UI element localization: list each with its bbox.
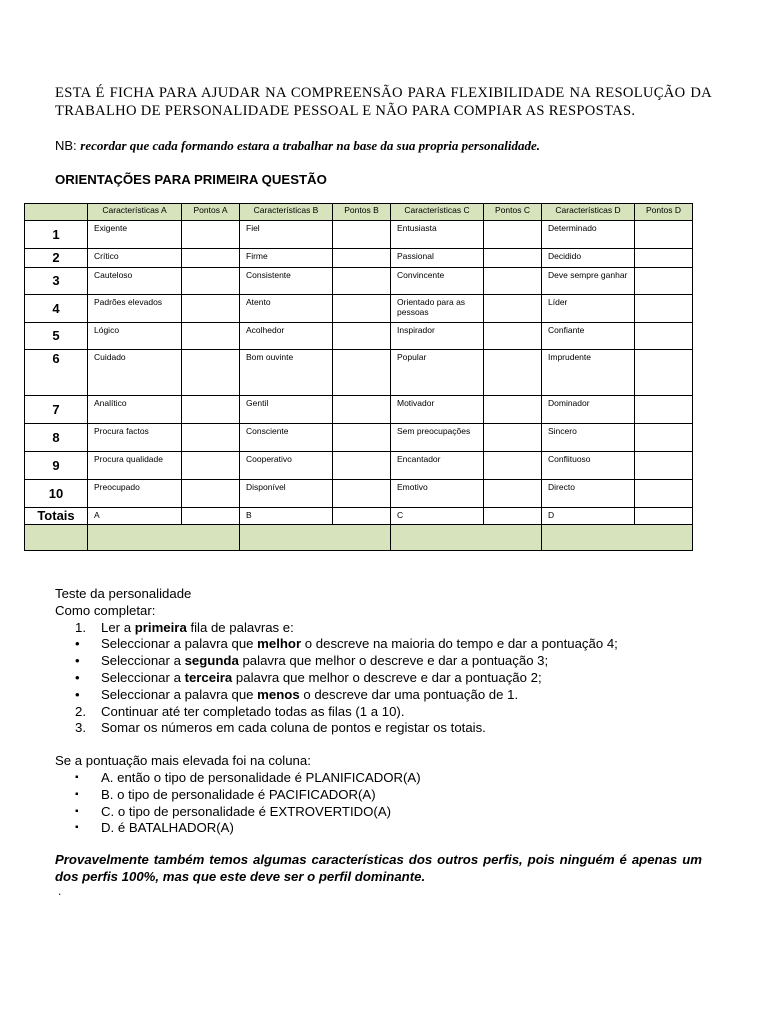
cell-characteristic-a: Lógico <box>88 323 182 350</box>
table-row <box>25 480 693 508</box>
result-item <box>55 804 725 821</box>
row-number: 2 <box>25 249 88 268</box>
summary-cell-a[interactable] <box>88 525 240 551</box>
step-emphasis: primeira <box>134 619 187 635</box>
table-row <box>25 424 693 452</box>
bullet-text: Seleccionar a palavra que <box>101 636 258 652</box>
row-number: 9 <box>25 452 88 480</box>
header-points-d: Pontos D <box>635 204 693 221</box>
cell-characteristic-a: Procura factos <box>88 424 182 452</box>
cell-characteristic-d: Líder <box>542 295 635 323</box>
summary-cell-c[interactable] <box>391 525 542 551</box>
step-text: fila de palavras e: <box>186 619 294 635</box>
cell-points-d[interactable] <box>635 452 693 480</box>
cell-points-c[interactable] <box>484 295 542 323</box>
cell-characteristic-a: Preocupado <box>88 480 182 508</box>
cell-characteristic-c: Convincente <box>391 268 484 295</box>
cell-points-b[interactable] <box>333 323 391 350</box>
cell-characteristic-c: Orientado para as pessoas <box>391 295 484 323</box>
final-note: Provavelmente também temos algumas características dos outros perfis, pois ninguém é apenas um dos perfis 100%, mas que este deve ser o perfil dominante. <box>55 852 702 884</box>
result-item <box>55 787 725 804</box>
cell-points-a[interactable] <box>182 452 240 480</box>
total-c-label: C <box>391 508 484 525</box>
nb-note <box>55 137 715 155</box>
cell-points-c[interactable] <box>484 268 542 295</box>
table-header-row <box>25 204 693 221</box>
cell-points-b[interactable] <box>333 396 391 424</box>
cell-points-a[interactable] <box>182 295 240 323</box>
summary-cell-d[interactable] <box>542 525 693 551</box>
bullet-emphasis: melhor <box>257 636 302 652</box>
cell-points-b[interactable] <box>333 452 391 480</box>
cell-points-d[interactable] <box>635 424 693 452</box>
step-item <box>55 704 725 721</box>
step-text: Somar os números em cada coluna de pontos e registar os totais. <box>101 720 486 736</box>
bullet-text: Seleccionar a <box>101 669 185 685</box>
cell-characteristic-a: Procura qualidade <box>88 452 182 480</box>
bullet-icon: • <box>75 636 80 652</box>
bullet-text: Seleccionar a <box>101 653 185 669</box>
table-row <box>25 249 693 268</box>
cell-characteristic-d: Determinado <box>542 221 635 249</box>
cell-characteristic-c: Emotivo <box>391 480 484 508</box>
cell-characteristic-c: Entusiasta <box>391 221 484 249</box>
cell-points-b[interactable] <box>333 295 391 323</box>
table-row <box>25 268 693 295</box>
cell-points-c[interactable] <box>484 396 542 424</box>
row-number: 4 <box>25 295 88 323</box>
step-text: Ler a <box>101 619 135 635</box>
cell-characteristic-b: Fiel <box>240 221 333 249</box>
cell-characteristic-d: Confiante <box>542 323 635 350</box>
bullet-emphasis: terceira <box>184 669 233 685</box>
step-item <box>55 620 725 637</box>
total-b-label: B <box>240 508 333 525</box>
square-bullet-icon: ▪ <box>75 822 79 834</box>
cell-points-b[interactable] <box>333 350 391 396</box>
cell-points-d[interactable] <box>635 480 693 508</box>
totals-label: Totais <box>25 508 88 525</box>
cell-points-b[interactable] <box>333 268 391 295</box>
instructions-title: Teste da personalidade <box>55 586 192 601</box>
summary-row <box>25 525 693 551</box>
cell-points-a[interactable] <box>182 323 240 350</box>
cell-characteristic-a: Cauteloso <box>88 268 182 295</box>
cell-points-c[interactable] <box>484 424 542 452</box>
intro-paragraph: ESTA É FICHA PARA AJUDAR NA COMPREENSÃO PARA FLEXIBILIDADE NA RESOLUÇÃO DA TRABALHO DE PERSONALIDADE PESSOAL E NÃO PARA COMPIAR AS RESPOSTAS. <box>55 85 712 119</box>
total-points-a[interactable] <box>182 508 240 525</box>
bullet-icon: • <box>75 686 80 702</box>
header-cell-empty <box>25 204 88 221</box>
cell-points-a[interactable] <box>182 350 240 396</box>
result-item <box>55 820 725 837</box>
cell-characteristic-b: Disponível <box>240 480 333 508</box>
cell-characteristic-c: Motivador <box>391 396 484 424</box>
square-bullet-icon: ▪ <box>75 805 79 817</box>
cell-points-d[interactable] <box>635 295 693 323</box>
row-number: 3 <box>25 268 88 295</box>
results-intro: Se a pontuação mais elevada foi na coluna: <box>55 753 311 769</box>
row-number: 7 <box>25 396 88 424</box>
header-characteristics-d: Características D <box>542 204 635 221</box>
cell-points-c[interactable] <box>484 221 542 249</box>
header-characteristics-b: Características B <box>240 204 333 221</box>
cell-characteristic-a: Padrões elevados <box>88 295 182 323</box>
cell-characteristic-b: Acolhedor <box>240 323 333 350</box>
total-a-label: A <box>88 508 182 525</box>
bullet-item <box>55 636 725 653</box>
row-number: 6 <box>25 350 88 396</box>
instructions-list <box>55 620 725 738</box>
nb-text: recordar que cada formando estara a trabalhar na base da sua propria personalidade. <box>80 138 541 153</box>
header-points-b: Pontos B <box>333 204 391 221</box>
cell-characteristic-b: Bom ouvinte <box>240 350 333 396</box>
cell-points-d[interactable] <box>635 396 693 424</box>
total-points-c[interactable] <box>484 508 542 525</box>
instructions-subtitle: Como completar: <box>55 602 156 618</box>
cell-characteristic-b: Consistente <box>240 268 333 295</box>
cell-characteristic-b: Firme <box>240 249 333 268</box>
step-number: 2. <box>75 703 86 719</box>
cell-points-c[interactable] <box>484 452 542 480</box>
cell-characteristic-d: Sincero <box>542 424 635 452</box>
result-text: C. o tipo de personalidade é EXTROVERTIDO(A) <box>101 803 392 819</box>
cell-points-c[interactable] <box>484 249 542 268</box>
cell-characteristic-d: Conflituoso <box>542 452 635 480</box>
cell-characteristic-d: Deve sempre ganhar <box>542 268 635 295</box>
cell-points-a[interactable] <box>182 396 240 424</box>
cell-characteristic-d: Imprudente <box>542 350 635 396</box>
bullet-text: Seleccionar a palavra que <box>101 686 258 702</box>
cell-characteristic-c: Popular <box>391 350 484 396</box>
cell-characteristic-c: Encantador <box>391 452 484 480</box>
header-points-a: Pontos A <box>182 204 240 221</box>
row-number: 8 <box>25 424 88 452</box>
cell-points-a[interactable] <box>182 221 240 249</box>
bullet-text: palavra que melhor o descreve e dar a pontuação 2; <box>232 669 542 685</box>
summary-cell <box>25 525 88 551</box>
result-item <box>55 770 725 787</box>
cell-points-c[interactable] <box>484 323 542 350</box>
personality-table <box>24 203 693 551</box>
total-points-b[interactable] <box>333 508 391 525</box>
trailing-dot: . <box>58 884 62 898</box>
result-text: A. então o tipo de personalidade é PLANIFICADOR(A) <box>101 769 421 785</box>
cell-points-b[interactable] <box>333 249 391 268</box>
header-characteristics-c: Características C <box>391 204 484 221</box>
cell-characteristic-c: Inspirador <box>391 323 484 350</box>
square-bullet-icon: ▪ <box>75 771 79 783</box>
cell-points-a[interactable] <box>182 268 240 295</box>
totals-row <box>25 508 693 525</box>
bullet-emphasis: menos <box>257 686 300 702</box>
cell-points-c[interactable] <box>484 350 542 396</box>
step-number: 1. <box>75 619 86 635</box>
section-heading: ORIENTAÇÕES PARA PRIMEIRA QUESTÃO <box>55 172 327 187</box>
results-list <box>55 770 725 837</box>
bullet-item <box>55 687 725 704</box>
row-number: 1 <box>25 221 88 249</box>
cell-characteristic-d: Directo <box>542 480 635 508</box>
summary-cell-b[interactable] <box>240 525 391 551</box>
bullet-text: palavra que melhor o descreve e dar a pontuação 3; <box>238 653 549 669</box>
bullet-icon: • <box>75 653 80 669</box>
cell-points-d[interactable] <box>635 249 693 268</box>
result-text: B. o tipo de personalidade é PACIFICADOR(A) <box>101 786 376 802</box>
cell-characteristic-a: Crítico <box>88 249 182 268</box>
cell-characteristic-d: Dominador <box>542 396 635 424</box>
total-points-d[interactable] <box>635 508 693 525</box>
step-number: 3. <box>75 720 86 736</box>
instructions-section <box>55 586 725 837</box>
square-bullet-icon: ▪ <box>75 788 79 800</box>
cell-points-d[interactable] <box>635 323 693 350</box>
step-item <box>55 720 725 737</box>
total-d-label: D <box>542 508 635 525</box>
cell-points-b[interactable] <box>333 424 391 452</box>
cell-points-a[interactable] <box>182 424 240 452</box>
bullet-icon: • <box>75 669 80 685</box>
cell-characteristic-a: Cuidado <box>88 350 182 396</box>
bullet-text: o descreve dar uma pontuação de 1. <box>299 686 519 702</box>
table-row <box>25 350 693 396</box>
cell-characteristic-b: Gentil <box>240 396 333 424</box>
table-row <box>25 295 693 323</box>
cell-points-a[interactable] <box>182 249 240 268</box>
bullet-emphasis: segunda <box>184 653 239 669</box>
cell-characteristic-a: Exigente <box>88 221 182 249</box>
table-row <box>25 396 693 424</box>
cell-points-b[interactable] <box>333 221 391 249</box>
table-row <box>25 323 693 350</box>
cell-points-d[interactable] <box>635 221 693 249</box>
bullet-item <box>55 653 725 670</box>
cell-points-b[interactable] <box>333 480 391 508</box>
result-text: D. é BATALHADOR(A) <box>101 820 234 836</box>
cell-characteristic-b: Atento <box>240 295 333 323</box>
bullet-item <box>55 670 725 687</box>
bullet-text: o descreve na maioria do tempo e dar a pontuação 4; <box>301 636 618 652</box>
table-row <box>25 221 693 249</box>
cell-characteristic-c: Passional <box>391 249 484 268</box>
step-text: Continuar até ter completado todas as filas (1 a 10). <box>101 703 405 719</box>
cell-characteristic-b: Consciente <box>240 424 333 452</box>
header-characteristics-a: Características A <box>88 204 182 221</box>
row-number: 10 <box>25 480 88 508</box>
cell-points-c[interactable] <box>484 480 542 508</box>
cell-points-d[interactable] <box>635 268 693 295</box>
cell-characteristic-b: Cooperativo <box>240 452 333 480</box>
cell-characteristic-c: Sem preocupações <box>391 424 484 452</box>
cell-points-d[interactable] <box>635 350 693 396</box>
table-row <box>25 452 693 480</box>
cell-characteristic-a: Analítico <box>88 396 182 424</box>
row-number: 5 <box>25 323 88 350</box>
cell-characteristic-d: Decidido <box>542 249 635 268</box>
cell-points-a[interactable] <box>182 480 240 508</box>
header-points-c: Pontos C <box>484 204 542 221</box>
nb-label: NB: <box>55 138 81 153</box>
